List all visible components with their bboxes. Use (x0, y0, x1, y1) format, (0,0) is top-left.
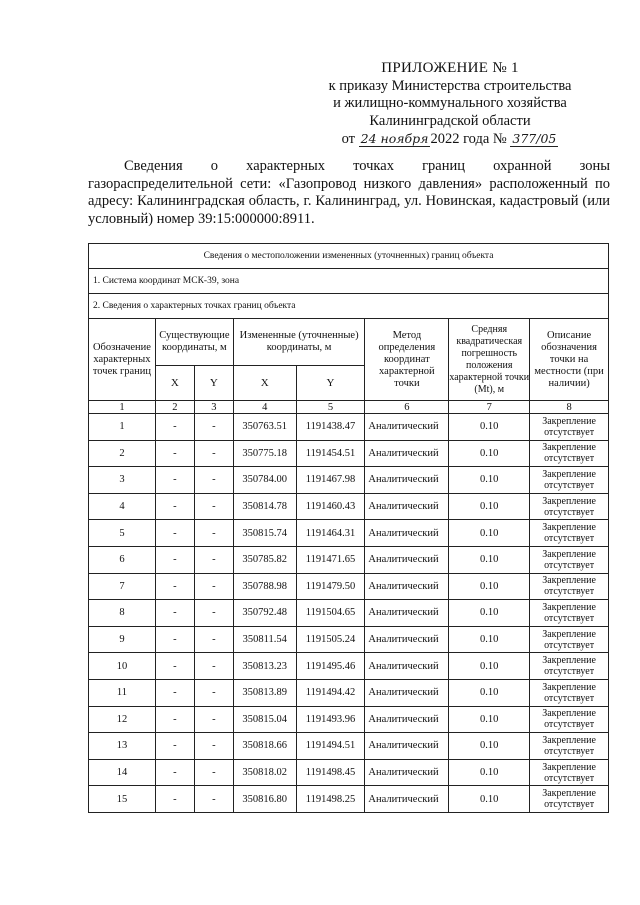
existing-y: - (194, 467, 233, 494)
table-row (89, 786, 609, 813)
appendix-header (300, 60, 600, 149)
description-cell: Закрепление отсутствует (530, 520, 609, 547)
header-accuracy: Средняя квадратическая погрешность положения характерной точки (Mt), м (449, 319, 530, 401)
accuracy-cell: 0.10 (449, 626, 530, 653)
description-cell: Закрепление отсутствует (530, 573, 609, 600)
changed-x: 350785.82 (233, 546, 296, 573)
accuracy-cell: 0.10 (449, 546, 530, 573)
changed-x: 350815.04 (233, 706, 296, 733)
changed-x: 350813.23 (233, 653, 296, 680)
changed-x: 350775.18 (233, 440, 296, 467)
existing-x: - (155, 706, 194, 733)
table-row (89, 759, 609, 786)
appendix-line-1: к приказу Министерства строительства (328, 77, 572, 94)
changed-x: 350784.00 (233, 467, 296, 494)
existing-y: - (194, 546, 233, 573)
point-number: 14 (89, 759, 156, 786)
accuracy-cell: 0.10 (449, 493, 530, 520)
existing-y: - (194, 520, 233, 547)
section-1-row (89, 269, 609, 294)
changed-x: 350816.80 (233, 786, 296, 813)
column-number: 6 (365, 401, 449, 414)
point-number: 10 (89, 653, 156, 680)
accuracy-cell: 0.10 (449, 653, 530, 680)
description-cell: Закрепление отсутствует (530, 679, 609, 706)
changed-x: 350818.66 (233, 733, 296, 760)
accuracy-cell: 0.10 (449, 467, 530, 494)
accuracy-cell: 0.10 (449, 679, 530, 706)
table-row (89, 546, 609, 573)
existing-y: - (194, 786, 233, 813)
point-number: 7 (89, 573, 156, 600)
accuracy-cell: 0.10 (449, 759, 530, 786)
changed-y: 1191504.65 (296, 600, 365, 627)
header-existing-x: X (155, 366, 194, 401)
point-number: 9 (89, 626, 156, 653)
table-row (89, 414, 609, 441)
point-number: 8 (89, 600, 156, 627)
changed-y: 1191505.24 (296, 626, 365, 653)
description-cell: Закрепление отсутствует (530, 733, 609, 760)
changed-y: 1191479.50 (296, 573, 365, 600)
description-cell: Закрепление отсутствует (530, 440, 609, 467)
accuracy-cell: 0.10 (449, 733, 530, 760)
header-description: Описание обозначения точки на местности (при наличии) (530, 319, 609, 401)
table-row (89, 573, 609, 600)
existing-x: - (155, 573, 194, 600)
header-row-1 (89, 319, 609, 366)
existing-y: - (194, 440, 233, 467)
table-row (89, 626, 609, 653)
existing-x: - (155, 414, 194, 441)
handwritten-number: 377/05 (512, 131, 557, 146)
method-cell: Аналитический (365, 573, 449, 600)
accuracy-cell: 0.10 (449, 520, 530, 547)
changed-x: 350792.48 (233, 600, 296, 627)
method-cell: Аналитический (365, 679, 449, 706)
existing-x: - (155, 626, 194, 653)
table-title: Сведения о местоположении измененных (уточненных) границ объекта (89, 244, 609, 269)
existing-x: - (155, 679, 194, 706)
existing-x: - (155, 600, 194, 627)
coordinate-system: 1. Система координат МСК-39, зона (89, 269, 609, 294)
changed-y: 1191495.46 (296, 653, 365, 680)
column-number: 2 (155, 401, 194, 414)
existing-x: - (155, 759, 194, 786)
accuracy-cell: 0.10 (449, 706, 530, 733)
existing-x: - (155, 733, 194, 760)
method-cell: Аналитический (365, 546, 449, 573)
changed-y: 1191464.31 (296, 520, 365, 547)
table-row (89, 493, 609, 520)
existing-x: - (155, 546, 194, 573)
header-existing: Существующие координаты, м (155, 319, 233, 366)
header-changed-x: X (233, 366, 296, 401)
method-cell: Аналитический (365, 706, 449, 733)
changed-x: 350815.74 (233, 520, 296, 547)
point-number: 12 (89, 706, 156, 733)
existing-x: - (155, 653, 194, 680)
method-cell: Аналитический (365, 786, 449, 813)
description-cell: Закрепление отсутствует (530, 786, 609, 813)
point-number: 5 (89, 520, 156, 547)
accuracy-cell: 0.10 (449, 600, 530, 627)
point-number: 1 (89, 414, 156, 441)
table-title-row (89, 244, 609, 269)
table-row (89, 733, 609, 760)
description-cell: Закрепление отсутствует (530, 467, 609, 494)
point-number: 13 (89, 733, 156, 760)
method-cell: Аналитический (365, 520, 449, 547)
changed-x: 350814.78 (233, 493, 296, 520)
changed-y: 1191494.51 (296, 733, 365, 760)
point-number: 11 (89, 679, 156, 706)
table-row (89, 679, 609, 706)
description-cell: Закрепление отсутствует (530, 414, 609, 441)
point-number: 2 (89, 440, 156, 467)
method-cell: Аналитический (365, 493, 449, 520)
column-number: 1 (89, 401, 156, 414)
header-method: Метод определения координат характерной точки (365, 319, 449, 401)
existing-y: - (194, 573, 233, 600)
header-changed: Измененные (уточненные) координаты, м (233, 319, 365, 366)
existing-x: - (155, 520, 194, 547)
changed-y: 1191460.43 (296, 493, 365, 520)
existing-y: - (194, 653, 233, 680)
changed-y: 1191493.96 (296, 706, 365, 733)
handwritten-date: 24 ноября (360, 131, 429, 146)
method-cell: Аналитический (365, 759, 449, 786)
changed-y: 1191438.47 (296, 414, 365, 441)
method-cell: Аналитический (365, 626, 449, 653)
existing-y: - (194, 679, 233, 706)
appendix-title: ПРИЛОЖЕНИЕ № 1 (381, 60, 519, 76)
appendix-line-3: Калининградской области (369, 112, 531, 129)
accuracy-cell: 0.10 (449, 573, 530, 600)
description-cell: Закрепление отсутствует (530, 493, 609, 520)
accuracy-cell: 0.10 (449, 786, 530, 813)
changed-x: 350763.51 (233, 414, 296, 441)
changed-x: 350813.89 (233, 679, 296, 706)
header-existing-y: Y (194, 366, 233, 401)
description-cell: Закрепление отсутствует (530, 706, 609, 733)
description-cell: Закрепление отсутствует (530, 626, 609, 653)
existing-x: - (155, 786, 194, 813)
changed-y: 1191471.65 (296, 546, 365, 573)
changed-x: 350811.54 (233, 626, 296, 653)
table-row (89, 706, 609, 733)
description-cell: Закрепление отсутствует (530, 653, 609, 680)
changed-y: 1191467.98 (296, 467, 365, 494)
column-number: 7 (449, 401, 530, 414)
date-prefix: от (341, 131, 355, 147)
method-cell: Аналитический (365, 414, 449, 441)
existing-y: - (194, 414, 233, 441)
column-number: 8 (530, 401, 609, 414)
changed-x: 350818.02 (233, 759, 296, 786)
header-designation: Обозначение характерных точек границ (89, 319, 156, 401)
accuracy-cell: 0.10 (449, 414, 530, 441)
existing-y: - (194, 493, 233, 520)
point-number: 3 (89, 467, 156, 494)
existing-y: - (194, 733, 233, 760)
table-row (89, 600, 609, 627)
existing-y: - (194, 626, 233, 653)
section-2-row (89, 294, 609, 319)
description-cell: Закрепление отсутствует (530, 759, 609, 786)
column-number: 5 (296, 401, 365, 414)
existing-y: - (194, 759, 233, 786)
boundary-points-table (88, 243, 609, 813)
point-number: 4 (89, 493, 156, 520)
accuracy-cell: 0.10 (449, 440, 530, 467)
existing-x: - (155, 440, 194, 467)
table-row (89, 467, 609, 494)
existing-y: - (194, 706, 233, 733)
intro-paragraph: Сведения о характерных точках границ охранной зоны газораспределительной сети: «Газопровод низкого давления» расположенный по адресу: Калининградская область, г. Калининград, ул. Новинская, кадастровый (или условный) номер 39:15:000000:8911. (88, 158, 610, 227)
changed-y: 1191498.25 (296, 786, 365, 813)
column-numbers-row (89, 401, 609, 414)
appendix-dateline (300, 130, 600, 149)
existing-y: - (194, 600, 233, 627)
changed-y: 1191494.42 (296, 679, 365, 706)
table-row (89, 520, 609, 547)
changed-y: 1191454.51 (296, 440, 365, 467)
table-row (89, 440, 609, 467)
point-number: 15 (89, 786, 156, 813)
existing-x: - (155, 493, 194, 520)
existing-x: - (155, 467, 194, 494)
method-cell: Аналитический (365, 733, 449, 760)
method-cell: Аналитический (365, 467, 449, 494)
points-section-title: 2. Сведения о характерных точках границ объекта (89, 294, 609, 319)
header-changed-y: Y (296, 366, 365, 401)
method-cell: Аналитический (365, 653, 449, 680)
description-cell: Закрепление отсутствует (530, 600, 609, 627)
method-cell: Аналитический (365, 440, 449, 467)
points-table-body (89, 414, 609, 813)
column-number: 4 (233, 401, 296, 414)
changed-x: 350788.98 (233, 573, 296, 600)
description-cell: Закрепление отсутствует (530, 546, 609, 573)
method-cell: Аналитический (365, 600, 449, 627)
point-number: 6 (89, 546, 156, 573)
table-row (89, 653, 609, 680)
appendix-line-2: и жилищно-коммунального хозяйства (333, 95, 567, 111)
column-number: 3 (194, 401, 233, 414)
changed-y: 1191498.45 (296, 759, 365, 786)
date-year: 2022 года № (430, 131, 507, 147)
